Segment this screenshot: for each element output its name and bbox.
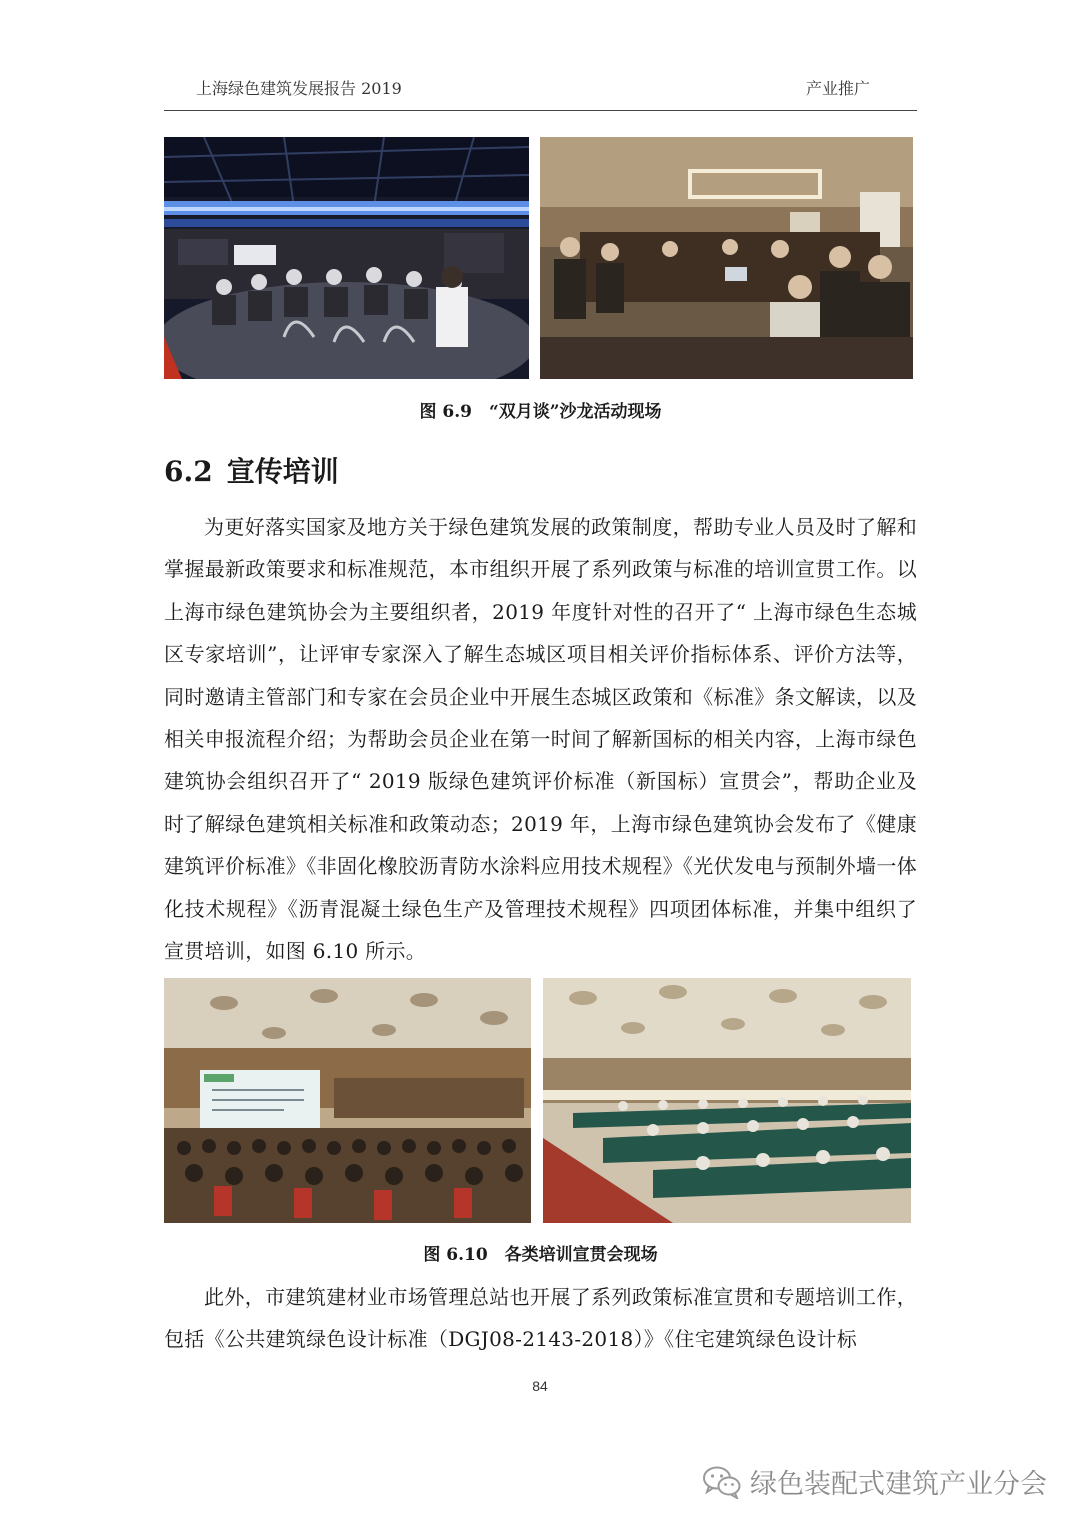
photo-training-meeting-hall xyxy=(543,978,911,1223)
paragraph-text: 此外，市建筑建材业市场管理总站也开展了系列政策标准宣贯和专题培训工作，包括《公共建筑绿色设计标准（DGJ08-2143-2018）》《住宅建筑绿色设计标 xyxy=(164,1285,917,1352)
section-number: 6.2 xyxy=(164,455,213,488)
body-paragraph-1 xyxy=(164,506,917,972)
section-heading xyxy=(164,450,339,490)
watermark xyxy=(702,1462,1047,1501)
running-header-title: 上海绿色建筑发展报告 2019 xyxy=(196,79,402,98)
wechat-icon xyxy=(702,1465,742,1499)
body-paragraph-2 xyxy=(164,1276,917,1361)
figure-caption-6-10: 图 6.10 各类培训宣贯会现场 xyxy=(423,1245,658,1265)
header-divider xyxy=(164,110,917,111)
photo-salon-conference-room xyxy=(540,137,913,379)
watermark-text: 绿色装配式建筑产业分会 xyxy=(750,1469,1047,1500)
page-number: 84 xyxy=(532,1378,548,1394)
photo-salon-studio xyxy=(164,137,529,379)
paragraph-text: 为更好落实国家及地方关于绿色建筑发展的政策制度，帮助专业人员及时了解和掌握最新政策要求和标准规范，本市组织开展了系列政策与标准的培训宣贯工作。以上海市绿色建筑协会为主要组织者，2019 年度针对性的召开了“ 上海市绿色生态城区专家培训”，让评审专家深入了解生态城区项目相关评价指标体系、评价方法等，同时邀请主管部门和专家在会员企业中开展生态城区政策和《标准》条文解读，以及相关申报流程介绍；为帮助会员企业在第一时间了解新国标的相关内容，上海市绿色建筑协会组织召开了“ 2019 版绿色建筑评价标准（新国标）宣贯会”，帮助企业及时了解绿色建筑相关标准和政策动态；2019 年，上海市绿色建筑协会发布了《健康建筑评价标准》《非固化橡胶沥青防水涂料应用技术规程》《光伏发电与预制外墙一体化技术规程》《沥青混凝土绿色生产及管理技术规程》四项团体标准，并集中组织了宣贯培训，如图 6.10 所示。 xyxy=(164,515,917,964)
running-header-section: 产业推广 xyxy=(805,79,870,98)
section-title: 宣传培训 xyxy=(226,455,339,488)
photo-training-lecture-hall xyxy=(164,978,531,1223)
figure-caption-6-9: 图 6.9 “双月谈”沙龙活动现场 xyxy=(419,402,662,422)
